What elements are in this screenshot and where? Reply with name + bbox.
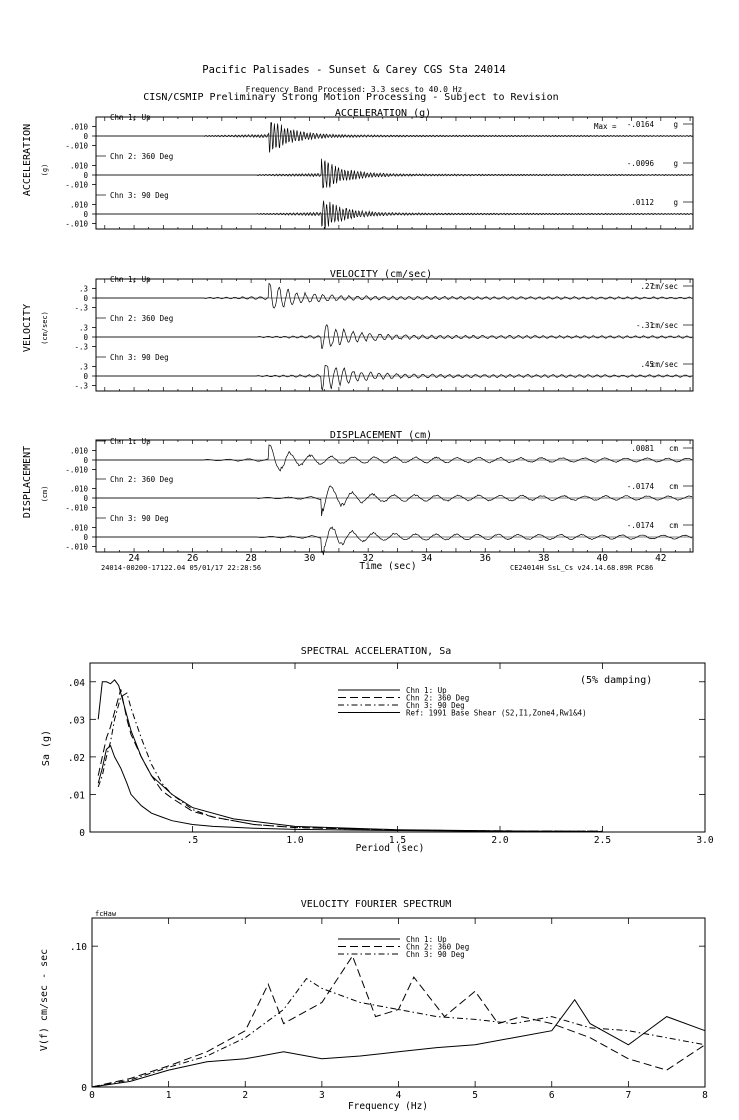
sa-y-tick-label: .03 (67, 715, 85, 727)
acc-peak-unit: g (673, 198, 678, 207)
time-tick-label: 34 (420, 553, 433, 564)
processing-notice: CISN/CSMIP Preliminary Strong Motion Processing - Subject to Revision (143, 92, 559, 103)
fourier-x-tick-label: 6 (548, 1090, 555, 1101)
disp-peak-value: -.0174 (626, 521, 654, 530)
disp-channel-label: Chn 2: 360 Deg (110, 475, 174, 484)
fourier-x-tick-label: 5 (472, 1090, 478, 1101)
disp-y-tick-label: -.010 (65, 465, 88, 475)
fourier-legend-label: Chn 3: 90 Deg (406, 950, 465, 959)
time-tick-label: 28 (245, 553, 257, 564)
vel-y-tick-label: .3 (78, 362, 88, 372)
vel-y-tick-label: .3 (78, 284, 88, 294)
time-tick-label: 36 (479, 553, 491, 564)
acc-channel-label: Chn 3: 90 Deg (110, 191, 169, 200)
acc-peak-unit: g (673, 159, 678, 168)
vel-y-tick-label: -.3 (74, 303, 88, 313)
acc-y-tick-label: .010 (69, 161, 88, 171)
sa-legend-label: Chn 2: 360 Deg (406, 693, 470, 703)
sa-x-tick-label: 3.0 (696, 835, 714, 846)
velocity-title: VELOCITY (cm/sec) (329, 269, 433, 280)
time-footer-right: CE24014H SsL_Cs v24.14.68.89R PC86 (510, 564, 654, 572)
sa-y-tick-label: .04 (67, 677, 85, 689)
acc-y-tick-label: 0 (83, 210, 88, 219)
time-tick-label: 42 (655, 553, 667, 564)
disp-trace-3 (96, 527, 692, 555)
disp-peak-value: -.0174 (626, 482, 654, 491)
sa-damping-note: (5% damping) (580, 675, 653, 686)
sa-x-tick-label: 2.5 (593, 835, 612, 846)
vel-y-tick-label: -.3 (74, 342, 88, 352)
vel-y-tick-label: .3 (78, 323, 88, 333)
vel-channel-label: Chn 1: Up (110, 275, 151, 284)
acc-channel-label: Chn 1: Up (110, 113, 151, 122)
vel-y-tick-label: 0 (83, 372, 88, 381)
acceleration-ylabel: ACCELERATION (22, 123, 33, 197)
velocity-unit: (cm/sec) (41, 311, 49, 345)
disp-peak-unit: cm (668, 444, 678, 453)
fourier-frame (92, 918, 705, 1087)
fourier-y-tick-label: 0 (81, 1083, 87, 1094)
sa-x-tick-label: 1.5 (388, 835, 407, 846)
vel-trace-1 (96, 284, 692, 309)
fourier-x-tick-label: 1 (165, 1090, 172, 1101)
acc-y-tick-label: -.010 (65, 141, 88, 151)
sa-y-tick-label: .02 (67, 752, 85, 764)
sa-frame (90, 663, 705, 832)
vel-channel-label: Chn 3: 90 Deg (110, 353, 169, 362)
acceleration-title: ACCELERATION (g) (334, 108, 432, 119)
vel-peak-value: -.31 (635, 321, 654, 330)
acc-channel-label: Chn 2: 360 Deg (110, 152, 174, 161)
vel-peak-value: .45 (640, 360, 654, 369)
disp-peak-unit: cm (668, 521, 678, 530)
displacement-title: DISPLACEMENT (cm) (329, 430, 433, 441)
sa-series-4 (98, 680, 602, 832)
sa-y-tick-label: 0 (79, 828, 85, 839)
sa-legend-label: Chn 3: 90 Deg (406, 701, 465, 710)
disp-y-tick-label: -.010 (65, 542, 88, 552)
fourier-y-label: V(f) cm/sec - sec (39, 948, 50, 1052)
sa-y-tick-label: .01 (67, 790, 85, 802)
vel-y-tick-label: 0 (83, 294, 88, 303)
fourier-legend-label: Chn 2: 360 Deg (406, 942, 470, 952)
sa-y-label: Sa (g) (41, 729, 52, 767)
vel-peak-unit: cm/sec (650, 360, 678, 369)
vel-channel-label: Chn 2: 360 Deg (110, 314, 174, 323)
vel-peak-unit: cm/sec (650, 321, 678, 330)
disp-trace-1 (96, 445, 692, 471)
time-tick-label: 30 (303, 553, 316, 564)
disp-y-tick-label: 0 (83, 456, 88, 465)
fourier-series-3 (92, 979, 705, 1087)
fourier-x-tick-label: 0 (89, 1090, 95, 1101)
acc-trace-2 (96, 159, 693, 189)
fourier-x-tick-label: 2 (242, 1090, 249, 1101)
vel-peak-unit: cm/sec (650, 282, 678, 291)
fourier-x-tick-label: 8 (702, 1090, 708, 1101)
time-tick-label: 40 (596, 553, 609, 564)
disp-y-tick-label: .010 (69, 484, 88, 494)
disp-peak-unit: cm (668, 482, 678, 491)
acc-y-tick-label: .010 (69, 200, 88, 210)
disp-trace-2 (96, 486, 692, 516)
vel-y-tick-label: 0 (83, 333, 88, 342)
time-tick-label: 38 (538, 553, 550, 564)
sa-x-tick-label: 1.0 (286, 835, 304, 846)
time-footer-left: 24014-00200-17122.04 05/01/17 22:28:56 (101, 564, 262, 572)
fourier-series-2 (92, 956, 705, 1087)
sa-series-1 (98, 746, 602, 832)
time-tick-label: 32 (362, 553, 374, 564)
fourier-y-tick-label: .10 (69, 942, 87, 954)
acc-y-tick-label: 0 (83, 171, 88, 180)
sa-x-tick-label: .5 (186, 835, 199, 846)
velocity-ylabel: VELOCITY (22, 303, 33, 353)
vel-peak-value: .27 (640, 282, 654, 291)
displacement-unit: (cm) (41, 485, 49, 503)
acc-panel-frame (96, 117, 693, 229)
acc-trace-3 (96, 201, 693, 229)
disp-y-tick-label: 0 (83, 533, 88, 542)
generated-marks (65, 113, 713, 1101)
disp-peak-value: .0081 (631, 444, 654, 453)
max-label: Max = (594, 122, 617, 131)
acc-peak-value: -.0096 (626, 159, 654, 168)
fourier-x-label: Frequency (Hz) (347, 1101, 429, 1112)
vel-trace-2 (96, 325, 692, 349)
disp-channel-label: Chn 1: Up (110, 437, 151, 446)
frequency-band-note: Frequency Band Processed: 3.3 secs to 40.0 Hz (245, 85, 463, 94)
sa-legend-label: Ref: 1991 Base Shear (S2,I1,Zone4,Rw1&4) (406, 708, 587, 718)
sa-legend-label: Chn 1: Up (406, 686, 447, 695)
fourier-legend-label: Chn 1: Up (406, 935, 447, 944)
acc-y-tick-label: -.010 (65, 180, 88, 190)
disp-y-tick-label: 0 (83, 494, 88, 503)
sa-chart-title: SPECTRAL ACCELERATION, Sa (300, 646, 452, 657)
acc-y-tick-label: 0 (83, 132, 88, 141)
vel-panel-frame (96, 279, 693, 391)
vel-trace-3 (96, 365, 692, 389)
acc-peak-value: .0112 (631, 198, 654, 207)
time-tick-label: 26 (186, 553, 199, 564)
disp-y-tick-label: -.010 (65, 503, 88, 513)
fourier-series-1 (92, 1000, 705, 1087)
fourier-x-tick-label: 3 (319, 1090, 325, 1101)
displacement-ylabel: DISPLACEMENT (22, 445, 33, 519)
acc-y-tick-label: .010 (69, 122, 88, 132)
acc-y-tick-label: -.010 (65, 219, 88, 229)
fourier-x-tick-label: 4 (395, 1090, 402, 1101)
vel-y-tick-label: -.3 (74, 381, 88, 391)
time-tick-label: 24 (128, 553, 140, 564)
disp-channel-label: Chn 3: 90 Deg (110, 514, 169, 523)
disp-y-tick-label: .010 (69, 523, 88, 533)
report-title: Pacific Palisades - Sunset & Carey CGS Sta 24014 (202, 64, 506, 76)
fourier-corner-label: fcHaw (95, 910, 117, 918)
acc-peak-value: -.0164 (626, 120, 654, 129)
sa-x-tick-label: 2.0 (491, 835, 509, 846)
acc-peak-unit: g (673, 120, 678, 129)
disp-y-tick-label: .010 (69, 446, 88, 456)
time-axis-label: Time (sec) (359, 561, 417, 572)
fourier-x-tick-label: 7 (625, 1090, 632, 1101)
acceleration-unit: (g) (41, 163, 49, 177)
fourier-chart-title: VELOCITY FOURIER SPECTRUM (300, 899, 452, 910)
sa-x-label: Period (sec) (355, 843, 425, 854)
